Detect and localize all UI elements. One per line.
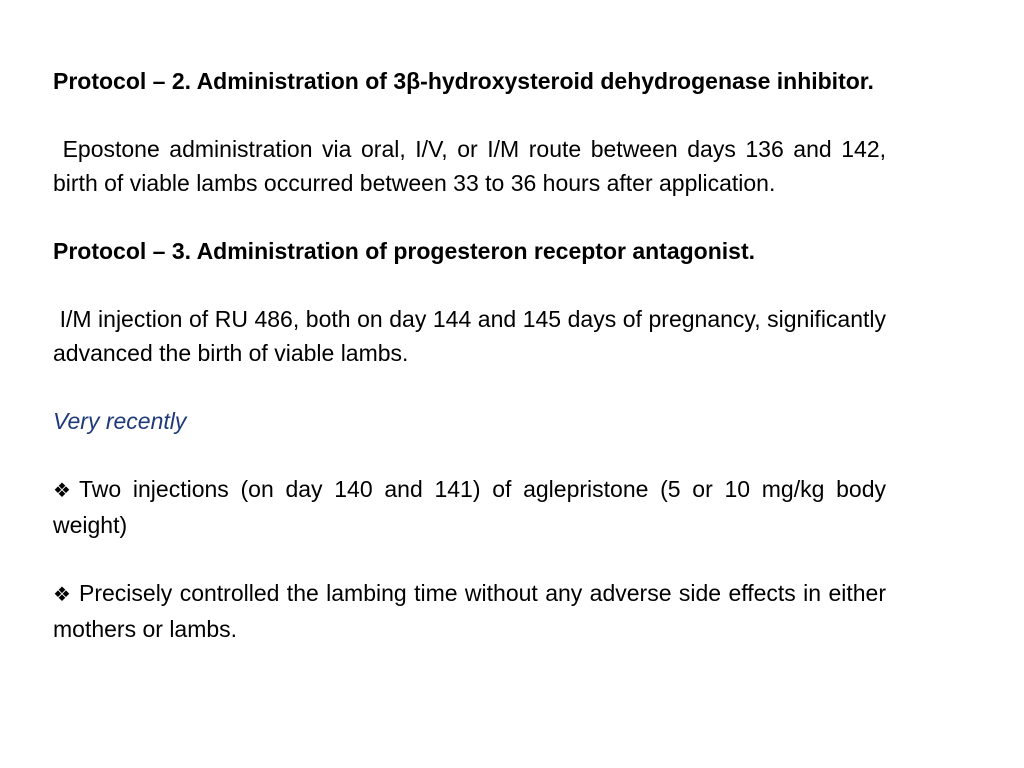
protocol-3-body: [53, 302, 886, 370]
protocol-2-body-text: Epostone administration via oral, I/V, or I/M route between days 136 and 142, birth of viable lambs occurred between 33 to 36 hours after application.: [53, 136, 886, 196]
protocol-3-body-text: I/M injection of RU 486, both on day 144 and 145 days of pregnancy, significantly advanced the birth of viable lambs.: [53, 306, 887, 366]
bullet-item-2: [53, 576, 886, 646]
protocol-2-body: [53, 132, 886, 200]
bullet-item-1-text: Two injections (on day 140 and 141) of aglepristone (5 or 10 mg/kg body weight): [53, 476, 886, 538]
slide-content: [53, 64, 886, 646]
bullet-item-1: [53, 472, 886, 542]
diamond-bullet-icon: ❖: [53, 480, 71, 502]
diamond-bullet-icon: ❖: [53, 584, 71, 606]
protocol-3-heading: Protocol – 3. Administration of progesteron receptor antagonist.: [53, 238, 756, 264]
bullet-item-2-text: Precisely controlled the lambing time without any adverse side effects in either mothers or lambs.: [53, 580, 886, 642]
very-recently-label: Very recently: [53, 408, 187, 434]
protocol-2-heading: Protocol – 2. Administration of 3β-hydroxysteroid dehydrogenase inhibitor.: [53, 68, 874, 94]
